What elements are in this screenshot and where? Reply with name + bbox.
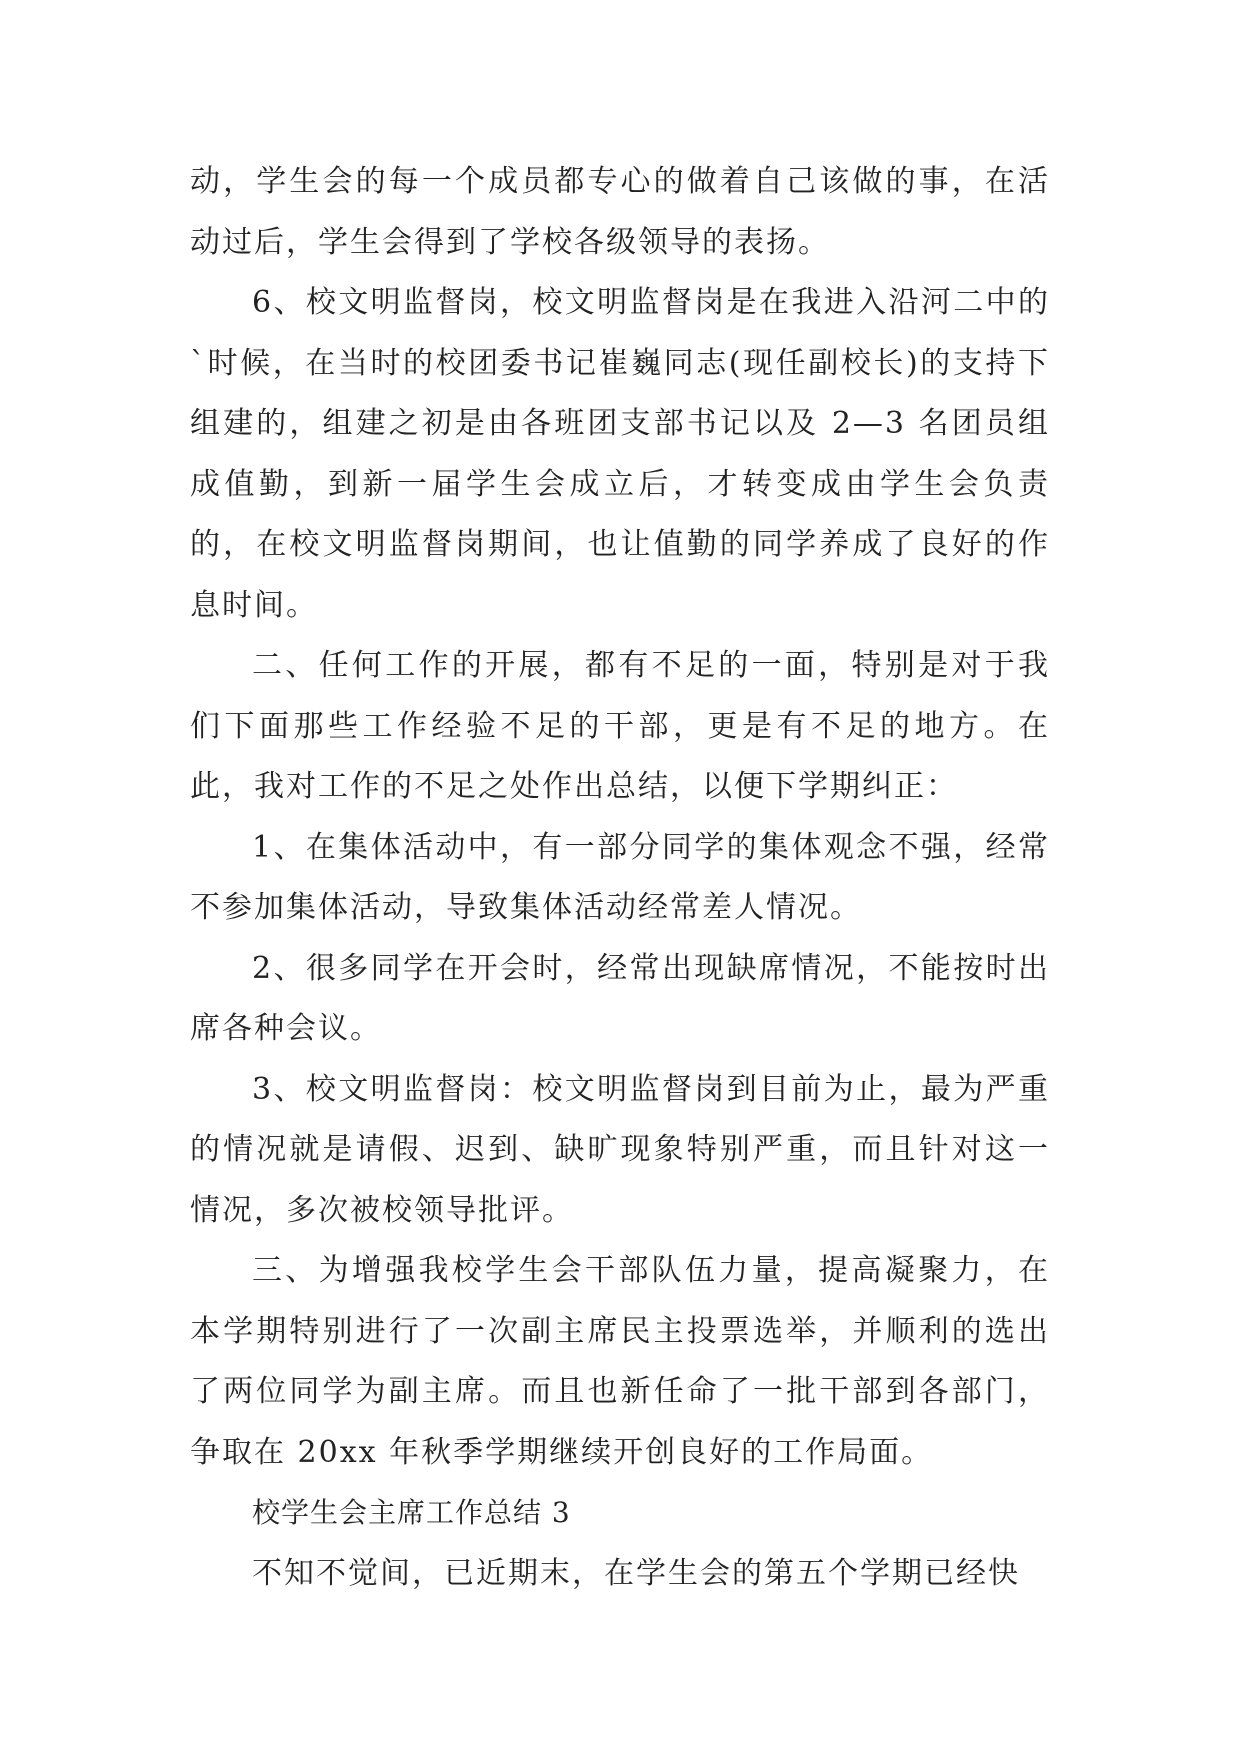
paragraph-closing: 不知不觉间，已近期末，在学生会的第五个学期已经快 (252, 1555, 1020, 1591)
paragraph-shortcoming-1: 1、在集体活动中，有一部分同学的集体观念不强，经常不参加集体活动，导致集体活动经常差人情况。 (190, 829, 1050, 925)
paragraph-vice-chair-election: 三、为增强我校学生会干部队伍力量，提高凝聚力，在本学期特别进行了一次副主席民主投票选举，并顺利的选出了两位同学为副主席。而且也新任命了一批干部到各部门，争取在 20xx 年秋季学期继续开创良好的工作局面。 (190, 1253, 1050, 1470)
document-page (190, 152, 1050, 1604)
paragraph-shortcomings-intro: 二、任何工作的开展，都有不足的一面，特别是对于我们下面那些工作经验不足的干部，更是有不足的地方。在此，我对工作的不足之处作出总结，以便下学期纠正： (190, 648, 1050, 804)
paragraph-civility-patrol: 6、校文明监督岗，校文明监督岗是在我进入沿河二中的`时候，在当时的校团委书记崔巍同志(现任副校长)的支持下组建的，组建之初是由各班团支部书记以及 2—3 名团员组成值勤，到新一届学生会成立后，才转变成由学生会负责的，在校文明监督岗期间，也让值勤的同学养成了良好的作息时间。 (190, 285, 1050, 623)
paragraph-shortcoming-3: 3、校文明监督岗：校文明监督岗到目前为止，最为严重的情况就是请假、迟到、缺旷现象特别严重，而且针对这一情况，多次被校领导批评。 (190, 1071, 1050, 1228)
section-heading: 校学生会主席工作总结 3 (252, 1496, 571, 1529)
paragraph-shortcoming-2: 2、很多同学在开会时，经常出现缺席情况，不能按时出席各种会议。 (190, 950, 1050, 1046)
paragraph-activity-praise: 动，学生会的每一个成员都专心的做着自己该做的事，在活动过后，学生会得到了学校各级领导的表扬。 (190, 164, 1050, 260)
